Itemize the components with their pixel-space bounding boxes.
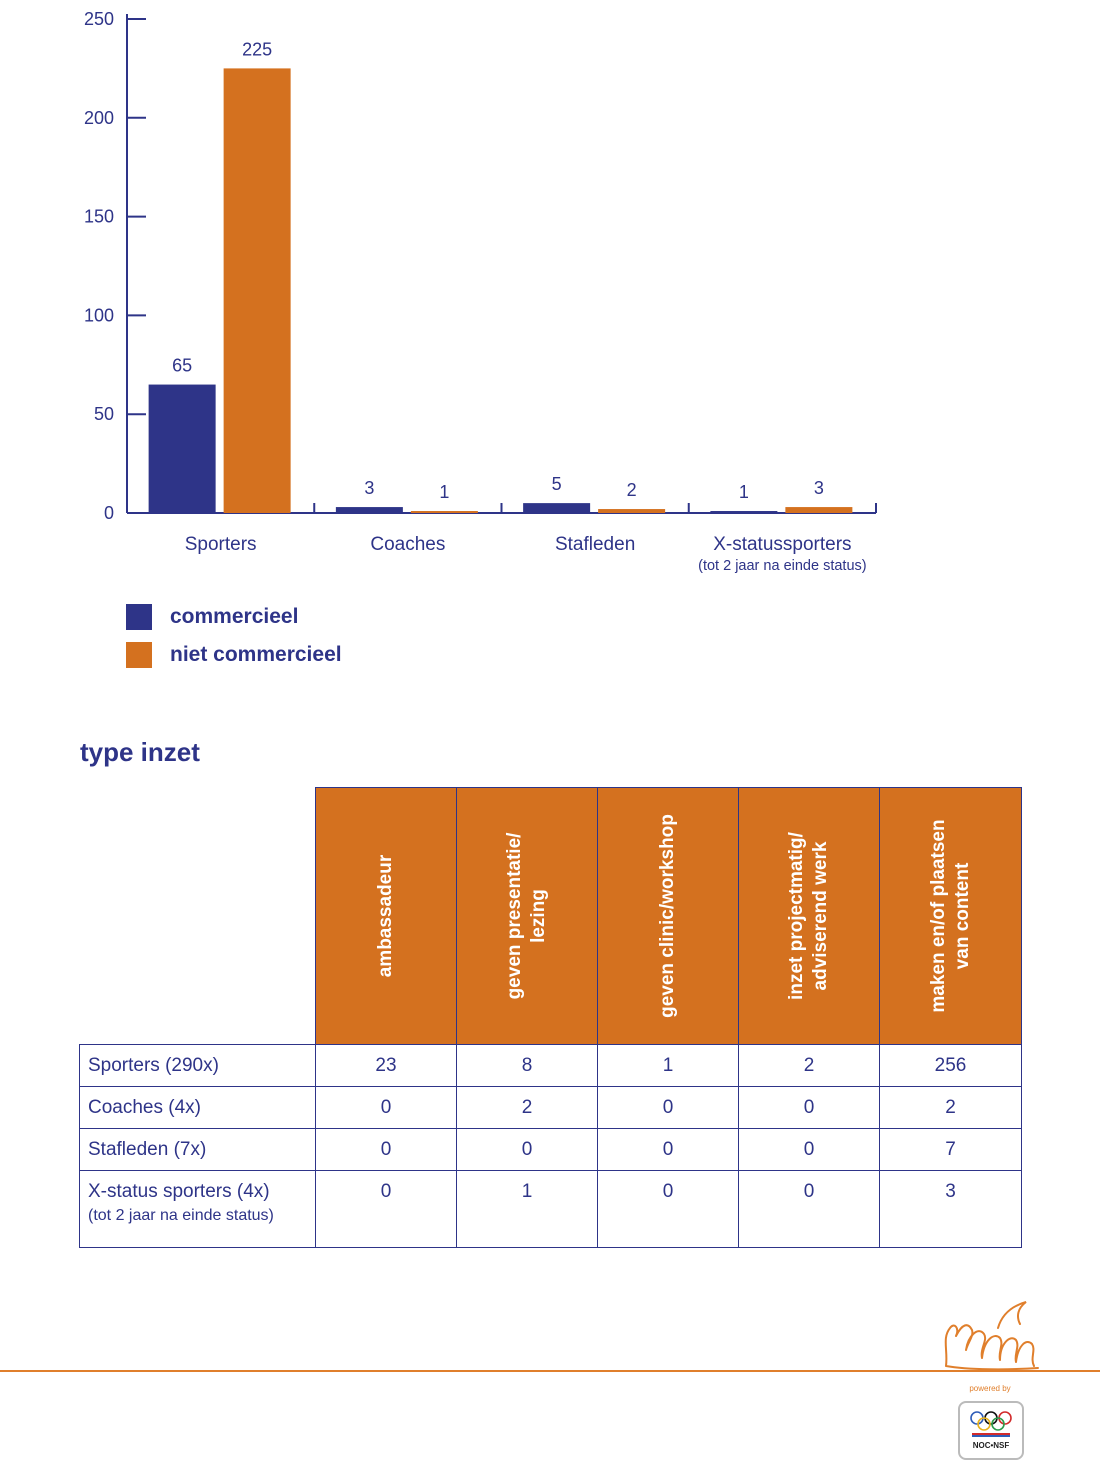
bar-chart	[0, 0, 1100, 600]
footer-divider	[0, 1370, 1100, 1372]
data-label: 225	[242, 39, 273, 60]
olympic-rings-icon	[960, 1403, 1022, 1439]
bar-commercieel	[523, 503, 590, 513]
data-label: 5	[551, 474, 562, 495]
data-label: 65	[172, 355, 193, 376]
table-cell: 0	[598, 1087, 739, 1129]
torch-flame-logo-icon	[938, 1298, 1042, 1372]
bar-niet-commercieel	[224, 68, 291, 513]
column-header-presentatie	[457, 788, 598, 1045]
column-header-line: geven presentatie/	[504, 832, 525, 1000]
table-cell: 23	[316, 1045, 457, 1087]
table-row	[80, 1129, 1022, 1171]
noc-nsf-logo-text: NOC•NSF	[972, 1441, 1010, 1450]
noc-nsf-logo	[958, 1401, 1024, 1460]
data-label: 1	[738, 482, 749, 503]
table-cell: 2	[739, 1045, 880, 1087]
y-tick-label: 50	[93, 404, 114, 425]
table-cell: 0	[316, 1171, 457, 1248]
data-label: 2	[626, 480, 637, 501]
bar-niet-commercieel	[598, 509, 665, 513]
powered-by-text: powered by	[969, 1384, 1011, 1393]
table-cell: 3	[880, 1171, 1022, 1248]
category-label: X-statussporters	[713, 534, 852, 555]
data-label: 3	[813, 478, 824, 499]
category-label: Stafleden	[554, 534, 636, 555]
column-header-line: geven clinic/workshop	[657, 814, 678, 1018]
y-tick-label: 250	[83, 9, 114, 29]
y-tick-label: 200	[83, 107, 114, 128]
table-cell: 0	[739, 1171, 880, 1248]
table-cell: 0	[457, 1129, 598, 1171]
table-cell: 8	[457, 1045, 598, 1087]
table-cell: 2	[457, 1087, 598, 1129]
column-header-line: ambassadeur	[375, 854, 396, 978]
column-header-content	[880, 788, 1022, 1045]
bar-niet-commercieel	[411, 511, 478, 513]
row-label: Sporters (290x)	[80, 1045, 316, 1087]
table-row	[80, 1087, 1022, 1129]
y-tick-label: 100	[83, 305, 114, 326]
category-label: Sporters	[184, 534, 257, 555]
table-cell: 7	[880, 1129, 1022, 1171]
table-cell: 256	[880, 1045, 1022, 1087]
row-label: Stafleden (7x)	[80, 1129, 316, 1171]
header-blank-cell	[80, 788, 316, 1045]
table-cell: 0	[598, 1171, 739, 1248]
table-cell: 0	[316, 1087, 457, 1129]
legend-swatch-commercieel	[126, 604, 152, 630]
category-label: Coaches	[370, 534, 446, 555]
data-label: 3	[364, 478, 375, 499]
bar-commercieel	[149, 385, 216, 513]
legend-swatch-niet-commercieel	[126, 642, 152, 668]
bar-niet-commercieel	[785, 507, 852, 513]
column-header-ambassadeur	[316, 788, 457, 1045]
bar-commercieel	[710, 511, 777, 513]
row-sublabel: (tot 2 jaar na einde status)	[88, 1207, 274, 1224]
table-cell: 0	[598, 1129, 739, 1171]
bar-commercieel	[336, 507, 403, 513]
table-cell: 0	[739, 1087, 880, 1129]
category-sublabel: (tot 2 jaar na einde status)	[698, 558, 867, 574]
data-label: 1	[439, 482, 450, 503]
legend-label: commercieel	[170, 605, 299, 628]
table-cell: 2	[880, 1087, 1022, 1129]
table-row	[80, 1171, 1022, 1248]
column-header-line: adviserend werk	[810, 841, 831, 991]
table-cell: 1	[598, 1045, 739, 1087]
column-header-line: inzet projectmatig/	[786, 832, 807, 1000]
legend-label: niet commercieel	[170, 643, 342, 666]
table-row	[80, 1045, 1022, 1087]
table-cell: 0	[739, 1129, 880, 1171]
column-header-projectmatig	[739, 788, 880, 1045]
type-inzet-table	[79, 787, 1022, 1248]
table-cell: 0	[316, 1129, 457, 1171]
column-header-line: lezing	[528, 889, 549, 943]
row-label: Coaches (4x)	[80, 1087, 316, 1129]
row-label: X-status sporters (4x)	[88, 1181, 270, 1202]
table-title: type inzet	[80, 737, 200, 767]
y-tick-label: 0	[103, 503, 114, 523]
y-tick-label: 150	[83, 206, 114, 227]
column-header-line: van content	[951, 862, 973, 970]
column-header-line: maken en/of plaatsen	[927, 819, 949, 1013]
column-header-clinic	[598, 788, 739, 1045]
table-cell: 1	[457, 1171, 598, 1248]
row-label-cell	[80, 1171, 316, 1248]
table-header-row	[80, 788, 1022, 1045]
